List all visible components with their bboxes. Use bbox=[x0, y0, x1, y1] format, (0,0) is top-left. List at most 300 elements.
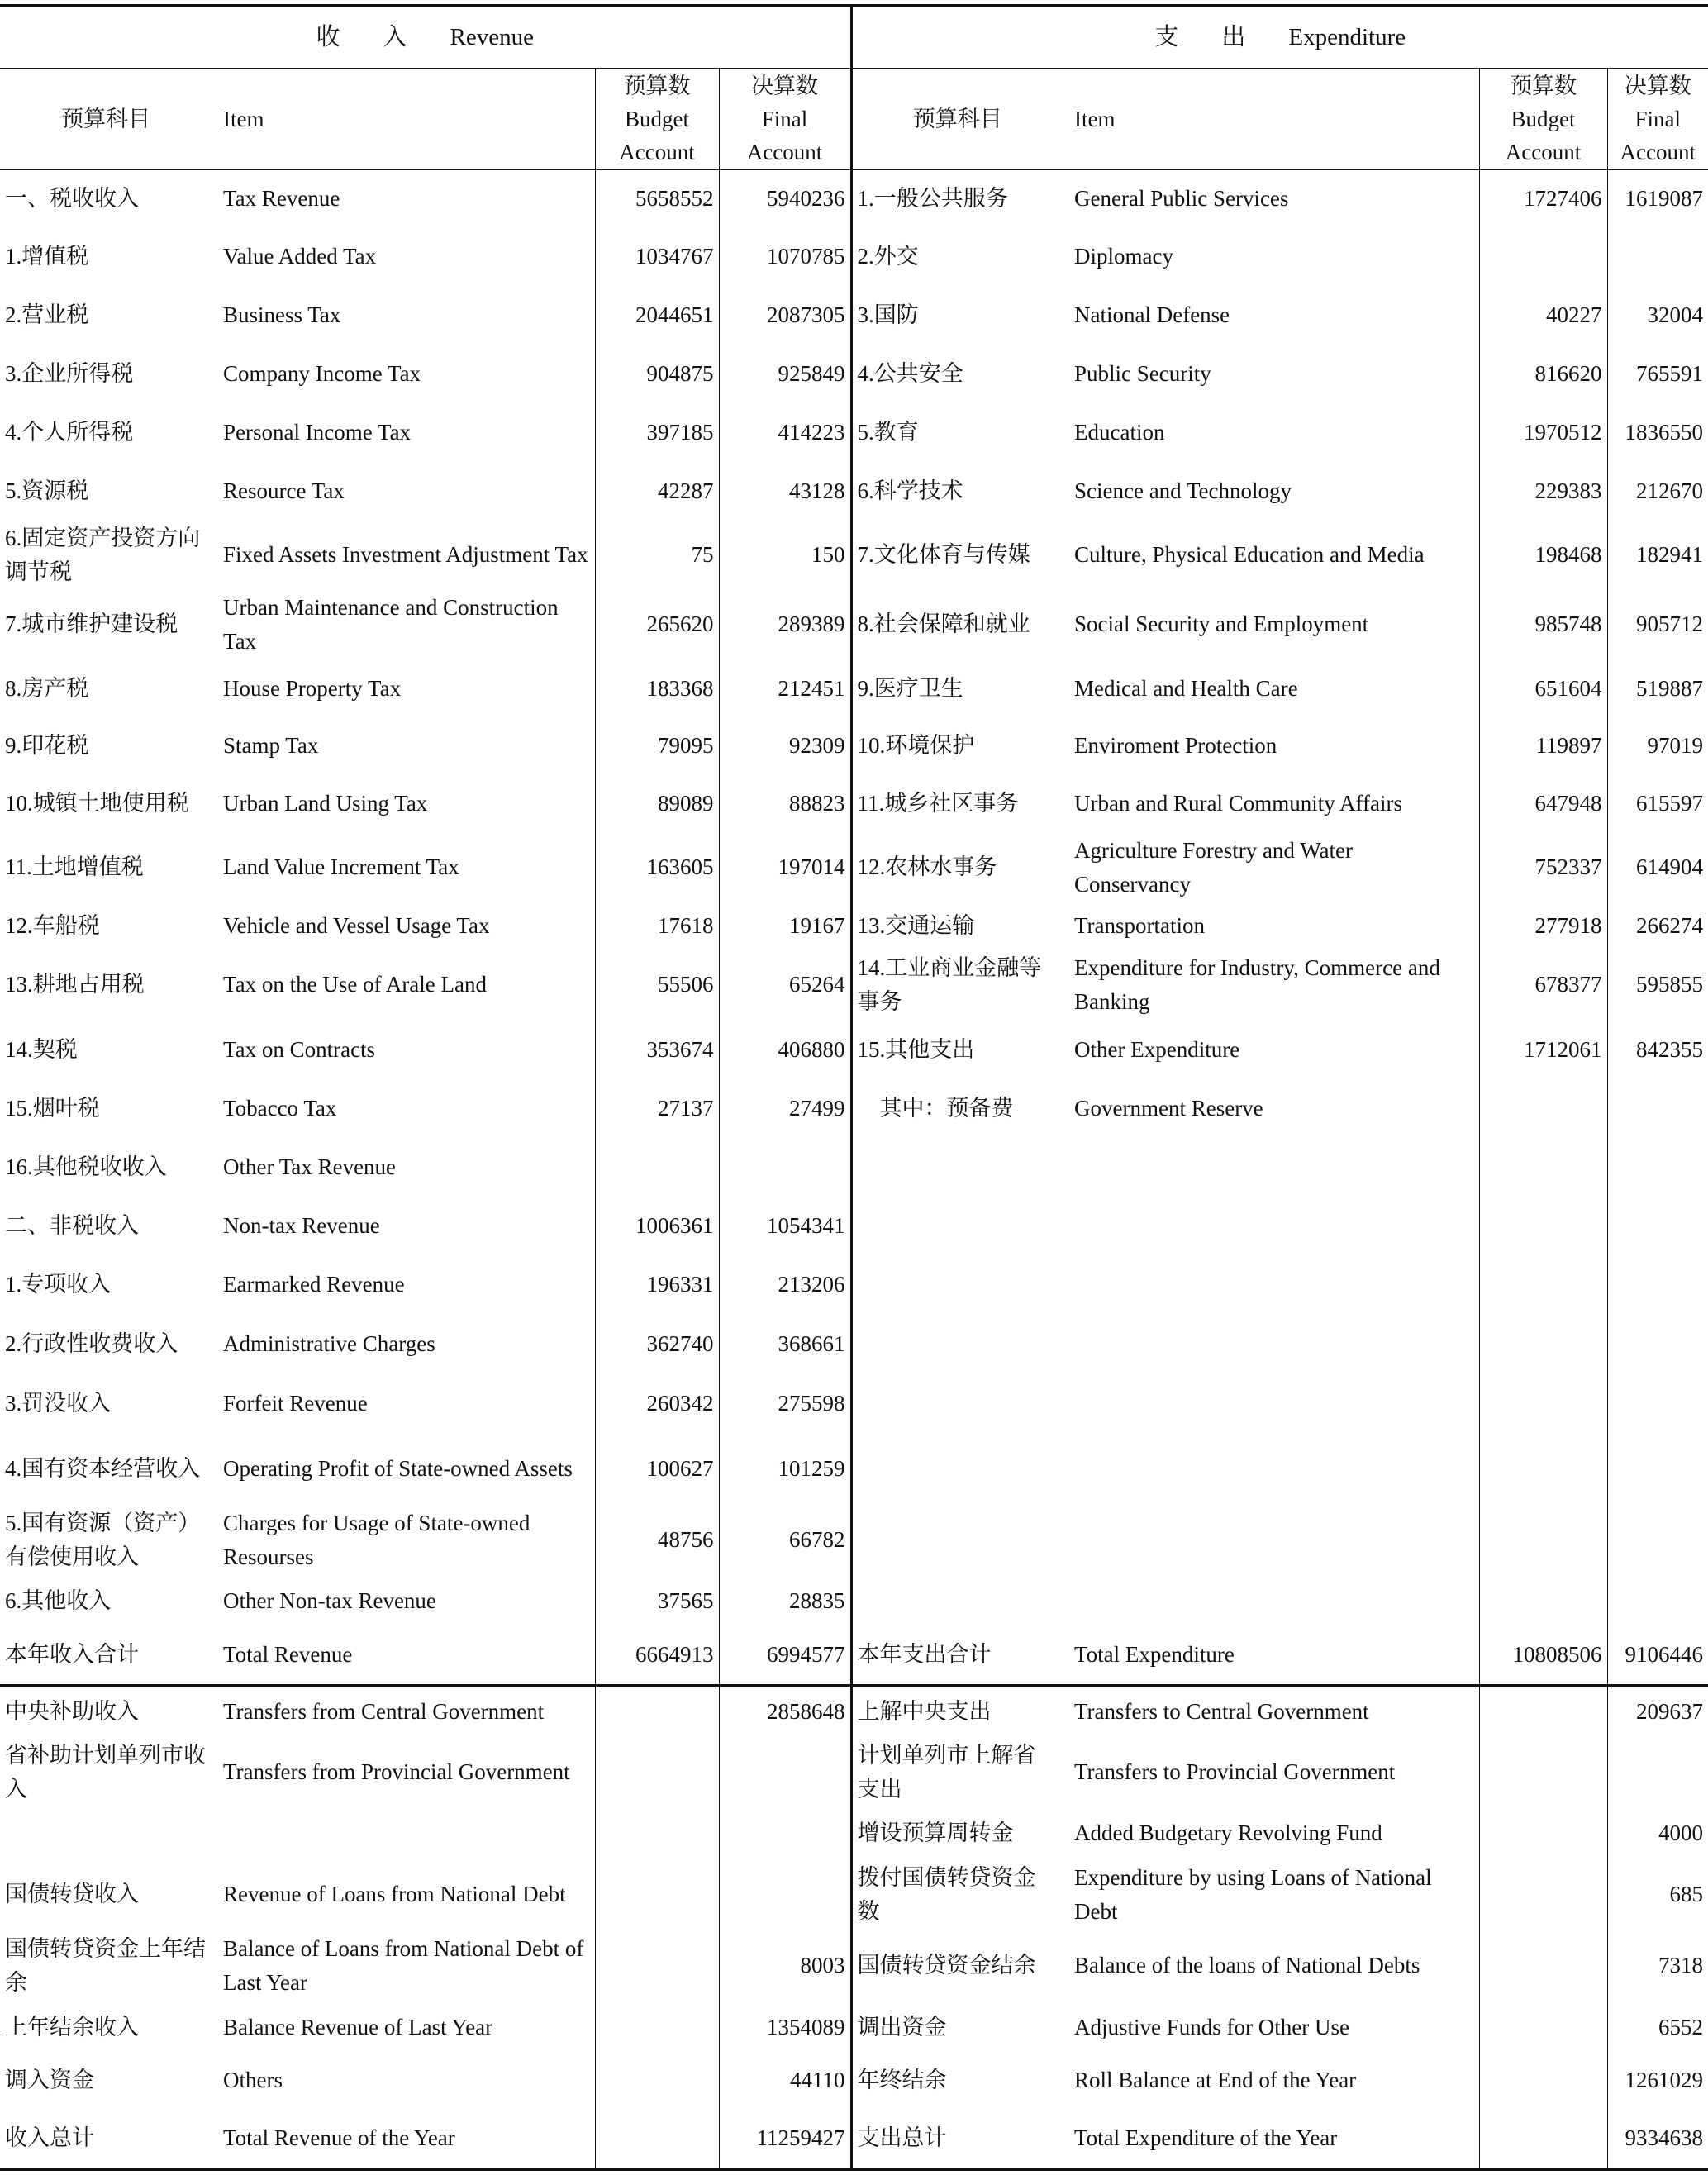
expenditure-item-en: Enviroment Protection bbox=[1074, 733, 1277, 758]
col-budget-en2: Account bbox=[1505, 140, 1582, 164]
revenue-item-en: Non-tax Revenue bbox=[223, 1212, 380, 1238]
expenditure-subject-cn: 9.医疗卫生 bbox=[857, 675, 963, 701]
expenditure-final bbox=[1607, 1138, 1708, 1197]
revenue-item-en: Transfers from Central Government bbox=[223, 1698, 545, 1724]
expenditure-item-en: Science and Technology bbox=[1074, 478, 1292, 503]
revenue-final: 925849 bbox=[719, 345, 851, 403]
revenue-item-en: House Property Tax bbox=[223, 675, 402, 701]
col-final-revenue bbox=[719, 69, 851, 170]
expenditure-title-cn: 支 bbox=[1154, 23, 1179, 50]
expenditure-subject-cn: 5.教育 bbox=[857, 419, 919, 445]
col-budget-en1: Budget bbox=[625, 107, 689, 131]
revenue-final: 27499 bbox=[719, 1079, 851, 1138]
expenditure-final: 1619087 bbox=[1607, 170, 1708, 228]
table-row bbox=[0, 521, 1708, 590]
revenue-budget: 89089 bbox=[595, 774, 719, 833]
table-row bbox=[0, 659, 1708, 718]
revenue-final: 414223 bbox=[719, 403, 851, 462]
table-row bbox=[0, 1255, 1708, 1315]
revenue-final: 19167 bbox=[719, 902, 851, 949]
revenue-item-en: Fixed Assets Investment Adjustment Tax bbox=[223, 542, 588, 567]
expenditure-final bbox=[1607, 1255, 1708, 1315]
col-item-revenue: Item bbox=[212, 69, 595, 170]
expenditure-budget bbox=[1479, 1255, 1607, 1315]
revenue-final: 66782 bbox=[719, 1505, 851, 1576]
revenue-final bbox=[719, 1138, 851, 1197]
revenue-final bbox=[719, 1808, 851, 1859]
expenditure-item-en: Expenditure by using Loans of National Debt bbox=[1074, 1864, 1432, 1924]
expenditure-item-en: Diplomacy bbox=[1074, 244, 1173, 269]
revenue-title-cn: 收 bbox=[316, 23, 340, 50]
revenue-subject-cn: 国债转贷资金上年结余 bbox=[5, 1935, 206, 1995]
revenue-budget: 397185 bbox=[595, 403, 719, 462]
revenue-item-en: Stamp Tax bbox=[223, 733, 319, 758]
expenditure-final: 614904 bbox=[1607, 833, 1708, 902]
expenditure-budget bbox=[1479, 1197, 1607, 1255]
revenue-subject-cn: 3.罚没收入 bbox=[5, 1391, 112, 1416]
revenue-budget bbox=[595, 1808, 719, 1859]
expenditure-subject-cn: 本年支出合计 bbox=[851, 1626, 1063, 1686]
revenue-item-en: Other Non-tax Revenue bbox=[223, 1587, 436, 1613]
expenditure-subject-cn: 10.环境保护 bbox=[857, 733, 975, 758]
expenditure-budget: 985748 bbox=[1479, 590, 1607, 659]
revenue-item-en: Tax on Contracts bbox=[223, 1036, 376, 1062]
revenue-subject-cn: 10.城镇土地使用税 bbox=[5, 790, 189, 816]
expenditure-budget: 816620 bbox=[1479, 345, 1607, 403]
expenditure-final: 212670 bbox=[1607, 462, 1708, 521]
expenditure-subject-cn: 15.其他支出 bbox=[857, 1036, 975, 1062]
revenue-subject-cn: 9.印花税 bbox=[5, 733, 89, 758]
revenue-item-en: Personal Income Tax bbox=[223, 419, 412, 445]
revenue-item-en: Resource Tax bbox=[223, 478, 345, 503]
table-row bbox=[0, 1808, 1708, 1859]
expenditure-budget bbox=[1479, 1079, 1607, 1138]
expenditure-budget bbox=[1479, 1737, 1607, 1808]
revenue-budget bbox=[595, 2001, 719, 2054]
table-row bbox=[0, 949, 1708, 1021]
revenue-item-en: Tax on the Use of Arale Land bbox=[223, 972, 488, 997]
expenditure-item-en bbox=[1063, 1576, 1479, 1626]
revenue-item-en: Others bbox=[223, 2068, 283, 2092]
revenue-item-en: Transfers from Provincial Government bbox=[223, 1759, 570, 1784]
expenditure-budget bbox=[1479, 1808, 1607, 1859]
expenditure-budget bbox=[1479, 1434, 1607, 1505]
expenditure-subject-cn: 支出总计 bbox=[851, 2108, 1063, 2170]
revenue-item-en: Balance Revenue of Last Year bbox=[223, 2014, 493, 2039]
expenditure-item-en bbox=[1063, 1197, 1479, 1255]
revenue-subject-cn: 国债转贷收入 bbox=[5, 1882, 139, 1906]
expenditure-subject-cn: 调出资金 bbox=[857, 2014, 947, 2039]
expenditure-subject-cn: 7.文化体育与传媒 bbox=[857, 542, 1030, 567]
expenditure-budget: 1970512 bbox=[1479, 403, 1607, 462]
expenditure-item-en bbox=[1063, 1138, 1479, 1197]
revenue-budget: 6664913 bbox=[595, 1626, 719, 1686]
expenditure-final: 9334638 bbox=[1607, 2108, 1708, 2170]
expenditure-final bbox=[1607, 1315, 1708, 1374]
revenue-budget: 42287 bbox=[595, 462, 719, 521]
expenditure-item-en: National Defense bbox=[1074, 302, 1230, 327]
expenditure-item-en: Education bbox=[1074, 419, 1165, 445]
revenue-item-en: Business Tax bbox=[223, 302, 341, 327]
expenditure-item-en bbox=[1063, 1255, 1479, 1315]
expenditure-budget bbox=[1479, 1315, 1607, 1374]
revenue-final: 406880 bbox=[719, 1021, 851, 1079]
table-row bbox=[0, 286, 1708, 345]
revenue-final: 8003 bbox=[719, 1930, 851, 2001]
revenue-item-en: Urban Land Using Tax bbox=[223, 790, 428, 816]
revenue-subject-cn: 收入总计 bbox=[0, 2108, 212, 2170]
revenue-final bbox=[719, 1859, 851, 1930]
revenue-item-en: Other Tax Revenue bbox=[223, 1154, 397, 1179]
revenue-item-en: Forfeit Revenue bbox=[223, 1391, 368, 1416]
expenditure-subject-cn bbox=[851, 1434, 1063, 1505]
revenue-budget: 27137 bbox=[595, 1079, 719, 1138]
revenue-title-cn2: 入 bbox=[383, 23, 407, 50]
revenue-budget: 260342 bbox=[595, 1374, 719, 1434]
expenditure-final: 842355 bbox=[1607, 1021, 1708, 1079]
expenditure-item-en: Balance of the loans of National Debts bbox=[1074, 1953, 1420, 1977]
revenue-final: 6994577 bbox=[719, 1626, 851, 1686]
revenue-subject-cn: 二、非税收入 bbox=[5, 1212, 139, 1238]
expenditure-budget bbox=[1479, 1138, 1607, 1197]
expenditure-subject-cn: 计划单列市上解省支出 bbox=[857, 1742, 1036, 1801]
table-row bbox=[0, 1079, 1708, 1138]
expenditure-subject-cn: 2.外交 bbox=[857, 244, 919, 269]
revenue-title-en: Revenue bbox=[450, 23, 534, 50]
table-row bbox=[0, 1859, 1708, 1930]
expenditure-final: 519887 bbox=[1607, 659, 1708, 718]
expenditure-final bbox=[1607, 1197, 1708, 1255]
expenditure-budget: 651604 bbox=[1479, 659, 1607, 718]
expenditure-subject-cn: 增设预算周转金 bbox=[857, 1820, 1014, 1845]
expenditure-item-en: Agriculture Forestry and Water Conservancy bbox=[1074, 837, 1353, 897]
expenditure-final: 97019 bbox=[1607, 718, 1708, 774]
revenue-budget: 362740 bbox=[595, 1315, 719, 1374]
expenditure-item-en: Public Security bbox=[1074, 360, 1211, 386]
expenditure-item-en: Roll Balance at End of the Year bbox=[1074, 2068, 1357, 2092]
revenue-final: 1054341 bbox=[719, 1197, 851, 1255]
col-budget-cn: 预算数 bbox=[1510, 74, 1577, 98]
revenue-final: 275598 bbox=[719, 1374, 851, 1434]
expenditure-final bbox=[1607, 1576, 1708, 1626]
revenue-budget: 79095 bbox=[595, 718, 719, 774]
revenue-item-en: Company Income Tax bbox=[223, 360, 421, 386]
expenditure-subject-cn: 14.工业商业金融等事务 bbox=[857, 954, 1042, 1014]
table-row bbox=[0, 1930, 1708, 2001]
revenue-budget: 183368 bbox=[595, 659, 719, 718]
total-row bbox=[0, 1626, 1708, 1686]
expenditure-final bbox=[1607, 1079, 1708, 1138]
revenue-final: 101259 bbox=[719, 1434, 851, 1505]
revenue-budget: 75 bbox=[595, 521, 719, 590]
revenue-budget: 904875 bbox=[595, 345, 719, 403]
revenue-budget: 2044651 bbox=[595, 286, 719, 345]
col-budget-revenue bbox=[595, 69, 719, 170]
expenditure-budget bbox=[1479, 1505, 1607, 1576]
revenue-item-en: Balance of Loans from National Debt of Last Year bbox=[223, 1935, 584, 1995]
col-item-expenditure: Item bbox=[1063, 69, 1479, 170]
expenditure-subject-cn bbox=[851, 1374, 1063, 1434]
table-row bbox=[0, 1197, 1708, 1255]
expenditure-item-en: General Public Services bbox=[1074, 186, 1289, 212]
expenditure-final: 615597 bbox=[1607, 774, 1708, 833]
col-subject-expenditure: 预算科目 bbox=[851, 69, 1063, 170]
revenue-budget: 55506 bbox=[595, 949, 719, 1021]
expenditure-budget: 40227 bbox=[1479, 286, 1607, 345]
expenditure-subject-cn: 其中：预备费 bbox=[857, 1095, 1014, 1121]
revenue-subject-cn: 8.房产税 bbox=[5, 675, 89, 701]
col-subject-revenue: 预算科目 bbox=[0, 69, 212, 170]
revenue-item-en: Charges for Usage of State-owned Resourses bbox=[223, 1510, 530, 1569]
expenditure-item-en: Transportation bbox=[1074, 912, 1206, 938]
table-row bbox=[0, 170, 1708, 228]
revenue-budget: 353674 bbox=[595, 1021, 719, 1079]
revenue-subject-cn: 12.车船税 bbox=[5, 912, 100, 938]
table-row bbox=[0, 228, 1708, 286]
revenue-subject-cn: 5.资源税 bbox=[5, 478, 89, 503]
expenditure-final bbox=[1607, 228, 1708, 286]
revenue-budget: 100627 bbox=[595, 1434, 719, 1505]
col-budget-en1: Budget bbox=[1511, 107, 1576, 131]
expenditure-subject-cn: 3.国防 bbox=[857, 302, 919, 327]
revenue-subject-cn: 7.城市维护建设税 bbox=[5, 612, 178, 636]
table-row bbox=[0, 462, 1708, 521]
expenditure-budget: 752337 bbox=[1479, 833, 1607, 902]
expenditure-subject-cn: 6.科学技术 bbox=[857, 478, 963, 503]
revenue-subject-cn: 13.耕地占用税 bbox=[5, 972, 145, 997]
revenue-item-en: Total Revenue bbox=[212, 1626, 595, 1686]
expenditure-final: 685 bbox=[1607, 1859, 1708, 1930]
col-budget-expenditure bbox=[1479, 69, 1607, 170]
revenue-final: 44110 bbox=[719, 2054, 851, 2108]
expenditure-final: 905712 bbox=[1607, 590, 1708, 659]
revenue-final: 1070785 bbox=[719, 228, 851, 286]
revenue-budget: 265620 bbox=[595, 590, 719, 659]
table-row bbox=[0, 590, 1708, 659]
col-final-en2: Account bbox=[746, 140, 823, 164]
revenue-subject-cn bbox=[0, 1808, 212, 1859]
expenditure-item-en: Expenditure for Industry, Commerce and Banking bbox=[1074, 954, 1440, 1014]
column-header-row bbox=[0, 69, 1708, 170]
revenue-final: 2858648 bbox=[719, 1686, 851, 1737]
revenue-budget: 48756 bbox=[595, 1505, 719, 1576]
col-final-expenditure bbox=[1607, 69, 1708, 170]
expenditure-budget: 229383 bbox=[1479, 462, 1607, 521]
revenue-item-en: Land Value Increment Tax bbox=[223, 854, 459, 879]
table-row bbox=[0, 833, 1708, 902]
table-row bbox=[0, 403, 1708, 462]
col-final-cn: 决算数 bbox=[751, 74, 818, 98]
expenditure-item-en: Transfers to Central Government bbox=[1074, 1698, 1369, 1724]
expenditure-title-cn2: 出 bbox=[1221, 23, 1246, 50]
expenditure-subject-cn bbox=[851, 1138, 1063, 1197]
expenditure-item-en bbox=[1063, 1434, 1479, 1505]
revenue-budget: 1034767 bbox=[595, 228, 719, 286]
expenditure-budget: 678377 bbox=[1479, 949, 1607, 1021]
expenditure-subject-cn: 1.一般公共服务 bbox=[857, 186, 1008, 212]
table-row bbox=[0, 1021, 1708, 1079]
table-row bbox=[0, 902, 1708, 949]
col-budget-en2: Account bbox=[619, 140, 695, 164]
revenue-item-en: Tax Revenue bbox=[223, 186, 340, 212]
revenue-budget bbox=[595, 1737, 719, 1808]
revenue-budget bbox=[595, 2108, 719, 2170]
revenue-budget: 163605 bbox=[595, 833, 719, 902]
revenue-item-en bbox=[212, 1808, 595, 1859]
table-row bbox=[0, 2108, 1708, 2170]
revenue-item-en: Urban Maintenance and Construction Tax bbox=[223, 594, 559, 654]
expenditure-section-title bbox=[851, 6, 1708, 69]
revenue-subject-cn: 本年收入合计 bbox=[0, 1626, 212, 1686]
expenditure-subject-cn bbox=[851, 1315, 1063, 1374]
expenditure-subject-cn: 12.农林水事务 bbox=[857, 854, 997, 879]
expenditure-subject-cn bbox=[851, 1576, 1063, 1626]
table-row bbox=[0, 774, 1708, 833]
revenue-section-title bbox=[0, 6, 851, 69]
expenditure-item-en: Total Expenditure of the Year bbox=[1063, 2108, 1479, 2170]
revenue-final: 289389 bbox=[719, 590, 851, 659]
revenue-budget bbox=[595, 2054, 719, 2108]
section-title-row bbox=[0, 6, 1708, 69]
revenue-budget: 17618 bbox=[595, 902, 719, 949]
revenue-item-en: Tobacco Tax bbox=[223, 1095, 337, 1121]
revenue-subject-cn: 2.营业税 bbox=[5, 302, 89, 327]
revenue-budget: 196331 bbox=[595, 1255, 719, 1315]
revenue-item-en: Total Revenue of the Year bbox=[212, 2108, 595, 2170]
expenditure-budget bbox=[1479, 2001, 1607, 2054]
expenditure-budget: 119897 bbox=[1479, 718, 1607, 774]
expenditure-final: 4000 bbox=[1607, 1808, 1708, 1859]
expenditure-final: 1261029 bbox=[1607, 2054, 1708, 2108]
expenditure-item-en bbox=[1063, 1505, 1479, 1576]
revenue-budget: 37565 bbox=[595, 1576, 719, 1626]
revenue-final: 92309 bbox=[719, 718, 851, 774]
table-row bbox=[0, 1374, 1708, 1434]
revenue-subject-cn: 6.其他收入 bbox=[5, 1587, 112, 1613]
expenditure-budget bbox=[1479, 2054, 1607, 2108]
revenue-subject-cn: 4.国有资本经营收入 bbox=[5, 1456, 201, 1481]
revenue-item-en: Operating Profit of State-owned Assets bbox=[223, 1456, 573, 1481]
revenue-subject-cn: 调入资金 bbox=[5, 2068, 94, 2092]
expenditure-final: 32004 bbox=[1607, 286, 1708, 345]
expenditure-subject-cn: 年终结余 bbox=[857, 2068, 947, 2092]
table-row bbox=[0, 1138, 1708, 1197]
expenditure-item-en: Total Expenditure bbox=[1063, 1626, 1479, 1686]
expenditure-final: 182941 bbox=[1607, 521, 1708, 590]
revenue-subject-cn: 4.个人所得税 bbox=[5, 419, 134, 445]
col-final-cn: 决算数 bbox=[1624, 74, 1691, 98]
expenditure-final: 595855 bbox=[1607, 949, 1708, 1021]
expenditure-budget bbox=[1479, 1859, 1607, 1930]
expenditure-final: 209637 bbox=[1607, 1686, 1708, 1737]
revenue-final: 11259427 bbox=[719, 2108, 851, 2170]
expenditure-item-en: Urban and Rural Community Affairs bbox=[1074, 790, 1402, 816]
revenue-final: 368661 bbox=[719, 1315, 851, 1374]
revenue-final: 197014 bbox=[719, 833, 851, 902]
expenditure-budget: 277918 bbox=[1479, 902, 1607, 949]
expenditure-item-en: Added Budgetary Revolving Fund bbox=[1074, 1820, 1382, 1845]
revenue-final: 213206 bbox=[719, 1255, 851, 1315]
expenditure-subject-cn: 拨付国债转贷资金数 bbox=[857, 1864, 1036, 1924]
expenditure-budget bbox=[1479, 1930, 1607, 2001]
revenue-budget bbox=[595, 1686, 719, 1737]
revenue-subject-cn: 上年结余收入 bbox=[5, 2014, 139, 2039]
expenditure-budget: 10808506 bbox=[1479, 1626, 1607, 1686]
expenditure-subject-cn: 国债转贷资金结余 bbox=[857, 1953, 1036, 1977]
expenditure-final: 266274 bbox=[1607, 902, 1708, 949]
revenue-subject-cn: 14.契税 bbox=[5, 1036, 78, 1062]
expenditure-item-en: Government Reserve bbox=[1074, 1095, 1263, 1121]
revenue-item-en: Administrative Charges bbox=[223, 1331, 435, 1356]
expenditure-subject-cn: 上解中央支出 bbox=[857, 1698, 992, 1724]
table-row bbox=[0, 2054, 1708, 2108]
revenue-budget: 1006361 bbox=[595, 1197, 719, 1255]
expenditure-budget bbox=[1479, 1374, 1607, 1434]
col-budget-cn: 预算数 bbox=[623, 74, 691, 98]
revenue-final: 43128 bbox=[719, 462, 851, 521]
revenue-subject-cn: 5.国有资源（资产）有偿使用收入 bbox=[5, 1510, 201, 1569]
revenue-final: 65264 bbox=[719, 949, 851, 1021]
table-row bbox=[0, 1434, 1708, 1505]
expenditure-item-en bbox=[1063, 1315, 1479, 1374]
expenditure-subject-cn: 4.公共安全 bbox=[857, 360, 963, 386]
expenditure-subject-cn bbox=[851, 1505, 1063, 1576]
revenue-final: 88823 bbox=[719, 774, 851, 833]
revenue-final: 28835 bbox=[719, 1576, 851, 1626]
expenditure-item-en bbox=[1063, 1374, 1479, 1434]
expenditure-subject-cn: 13.交通运输 bbox=[857, 912, 975, 938]
revenue-subject-cn: 3.企业所得税 bbox=[5, 360, 134, 386]
revenue-budget: 5658552 bbox=[595, 170, 719, 228]
expenditure-budget: 647948 bbox=[1479, 774, 1607, 833]
revenue-item-en: Value Added Tax bbox=[223, 244, 377, 269]
expenditure-item-en: Culture, Physical Education and Media bbox=[1074, 542, 1425, 567]
table-row bbox=[0, 2001, 1708, 2054]
table-row bbox=[0, 1686, 1708, 1737]
expenditure-final bbox=[1607, 1505, 1708, 1576]
table-row bbox=[0, 1737, 1708, 1808]
revenue-subject-cn: 一、税收收入 bbox=[5, 186, 139, 212]
expenditure-budget bbox=[1479, 228, 1607, 286]
col-final-en1: Final bbox=[761, 107, 808, 131]
col-final-en2: Account bbox=[1620, 140, 1696, 164]
table-row bbox=[0, 1315, 1708, 1374]
expenditure-budget: 1727406 bbox=[1479, 170, 1607, 228]
revenue-subject-cn: 1.增值税 bbox=[5, 244, 89, 269]
revenue-budget bbox=[595, 1930, 719, 2001]
expenditure-final bbox=[1607, 1374, 1708, 1434]
expenditure-final: 6552 bbox=[1607, 2001, 1708, 2054]
revenue-subject-cn: 中央补助收入 bbox=[5, 1698, 139, 1724]
revenue-final bbox=[719, 1737, 851, 1808]
revenue-final: 150 bbox=[719, 521, 851, 590]
budget-table bbox=[0, 4, 1708, 2171]
expenditure-budget: 198468 bbox=[1479, 521, 1607, 590]
revenue-budget bbox=[595, 1859, 719, 1930]
revenue-subject-cn: 11.土地增值税 bbox=[5, 854, 144, 879]
expenditure-subject-cn: 8.社会保障和就业 bbox=[857, 612, 1030, 636]
revenue-final: 2087305 bbox=[719, 286, 851, 345]
expenditure-final: 765591 bbox=[1607, 345, 1708, 403]
expenditure-item-en: Medical and Health Care bbox=[1074, 675, 1298, 701]
table-row bbox=[0, 718, 1708, 774]
revenue-subject-cn: 1.专项收入 bbox=[5, 1272, 112, 1297]
expenditure-budget: 1712061 bbox=[1479, 1021, 1607, 1079]
revenue-budget bbox=[595, 1138, 719, 1197]
col-final-en1: Final bbox=[1634, 107, 1682, 131]
expenditure-title-en: Expenditure bbox=[1288, 23, 1406, 50]
expenditure-item-en: Transfers to Provincial Government bbox=[1074, 1759, 1396, 1784]
